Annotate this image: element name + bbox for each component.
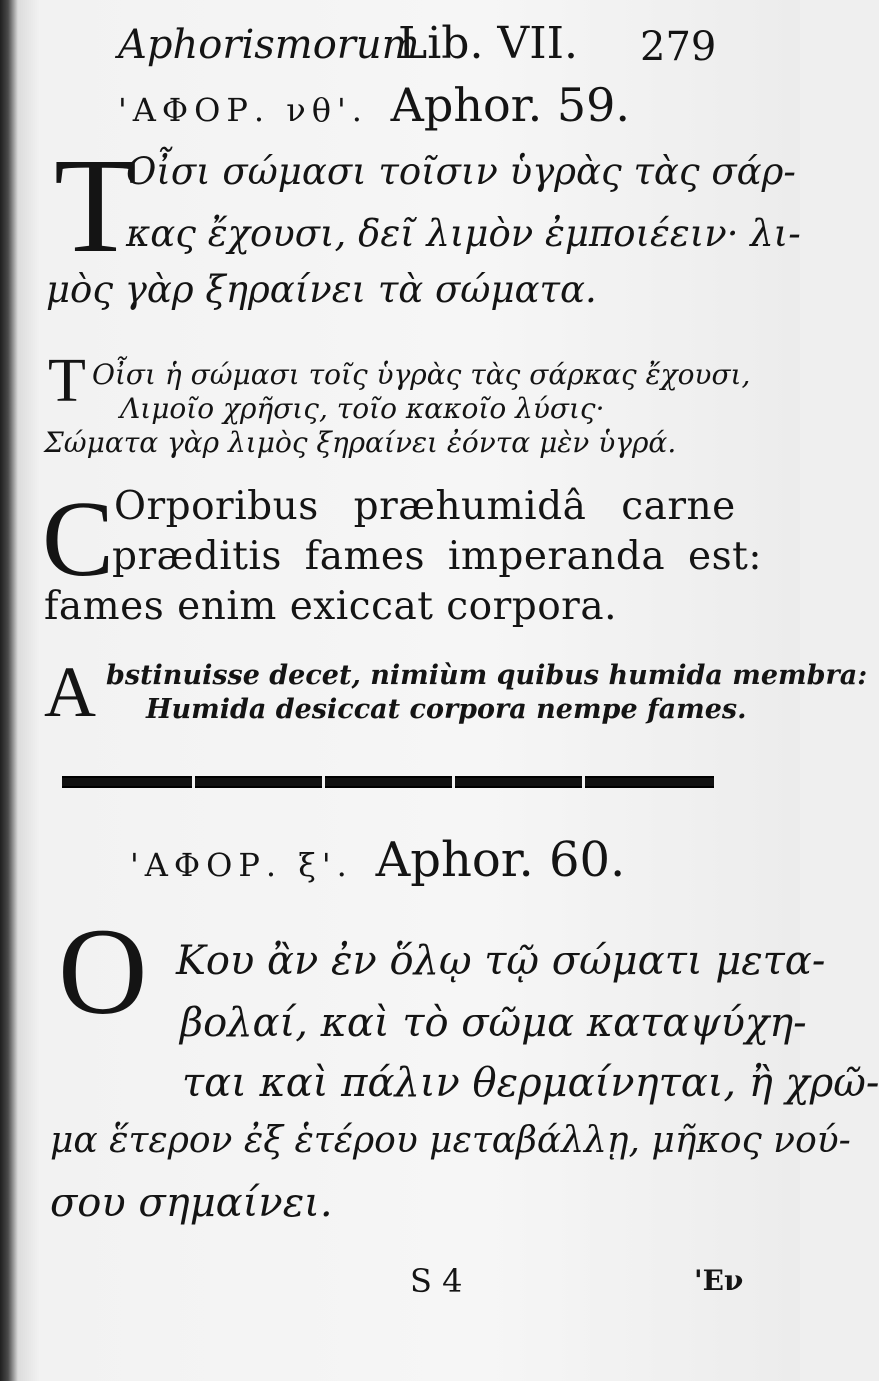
book-number: Lib. VII. (398, 18, 578, 69)
latin-heading: Aphor. 59. (390, 78, 630, 132)
latin-text-line: fames enim exiccat corpora. (44, 584, 617, 629)
greek-text-line: Κου ἂν ἐν ὅλῳ τῷ σώματι μετα- (176, 938, 826, 984)
signature-mark: S 4 (410, 1262, 463, 1300)
greek-text-line: κας ἔχουσι, δεῖ λιμὸν ἐμποιέειν· λι- (126, 212, 801, 255)
drop-cap: A (44, 652, 96, 732)
drop-cap: C (42, 480, 115, 599)
drop-cap: O (58, 903, 148, 1040)
page-number: 279 (640, 24, 717, 70)
greek-heading: 'ΑΦΟΡ. νθ'. (118, 91, 368, 129)
greek-verse-line: Οἶσι ἡ σώμασι τοῖς ὑγρὰς τὰς σάρκας ἔχουσι, (92, 358, 751, 391)
aphorism-59-heading (118, 78, 630, 132)
drop-cap: T (54, 131, 138, 281)
greek-text-line: σου σημαίνει. (50, 1180, 333, 1226)
section-divider (62, 776, 714, 788)
greek-text-line: βολαί, καὶ τὸ σῶμα καταψύχη- (180, 1000, 807, 1046)
running-title: Aphorismorum (118, 22, 420, 68)
greek-text-line: ται καὶ πάλιν θερμαίνηται, ἢ χρῶ- (182, 1060, 879, 1106)
greek-verse-line: Λιμοῖο χρῆσις, τοῖο κακοῖο λύσις· (120, 392, 605, 425)
catchword: 'Εν (694, 1264, 744, 1297)
greek-heading: 'ΑΦΟΡ. ξ'. (130, 846, 353, 884)
greek-text-line: μὸς γὰρ ξηραίνει τὰ σώματα. (46, 268, 597, 311)
greek-text-line: μα ἕτερον ἐξ ἑτέρου μεταβάλλῃ, μῆκος νού- (50, 1120, 851, 1161)
latin-verse-line: bstinuisse decet, nimiùm quibus humida membra: (106, 660, 868, 691)
aphorism-60-heading (130, 832, 625, 888)
latin-heading: Aphor. 60. (375, 832, 626, 888)
latin-text-line: Orporibus præhumidâ carne (114, 484, 736, 529)
greek-verse-line: Σώματα γὰρ λιμὸς ξηραίνει ἐόντα μὲν ὑγρά. (44, 426, 677, 459)
greek-text-line: Οἶσι σώμασι τοῖσιν ὑγρὰς τὰς σάρ- (126, 150, 796, 193)
latin-text-line: præditis fames imperanda est: (112, 534, 762, 579)
latin-verse-line: Humida desiccat corpora nempe fames. (146, 694, 747, 725)
drop-cap: T (48, 347, 86, 415)
